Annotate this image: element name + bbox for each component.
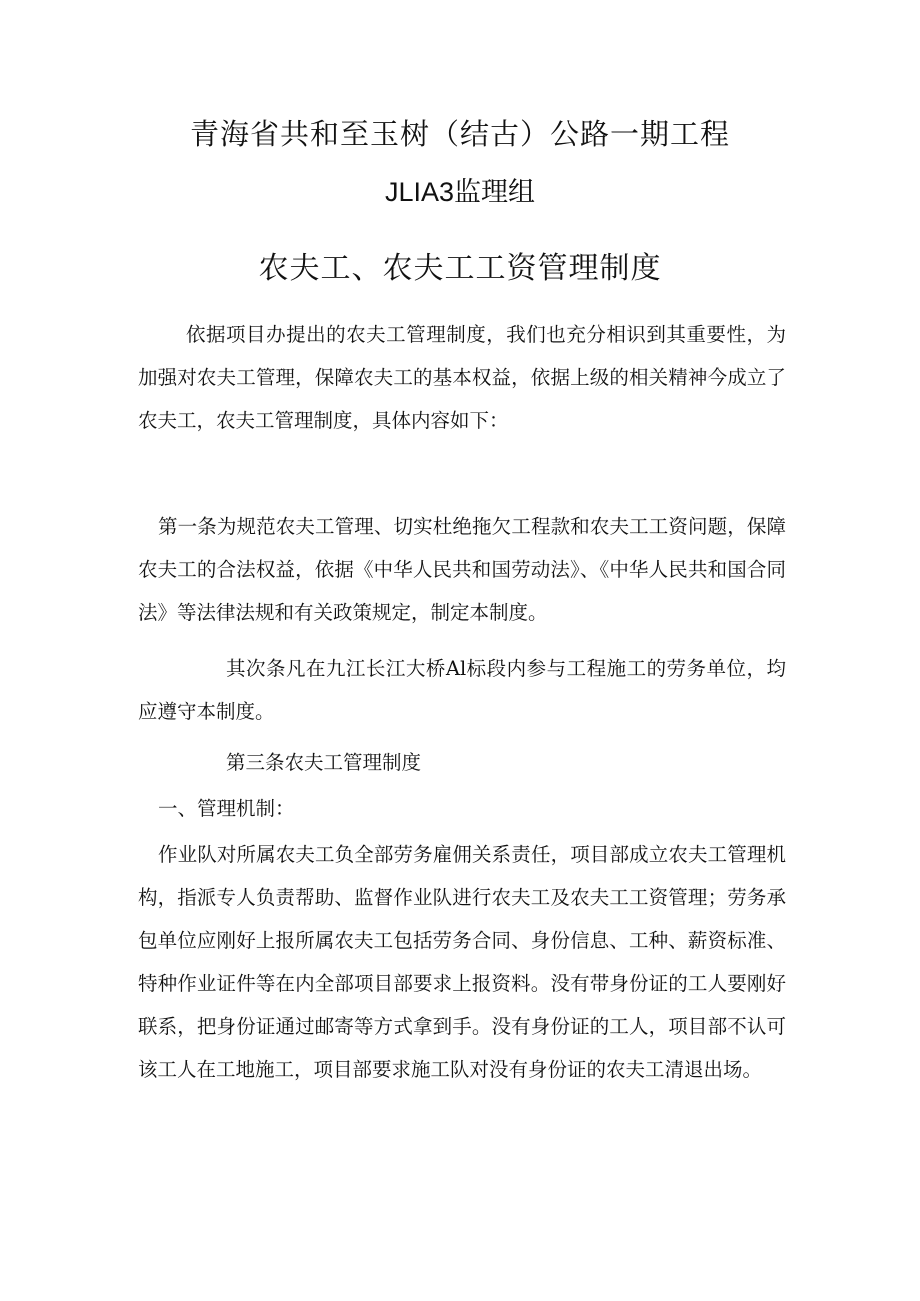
section-1-body-paragraph: 作业队对所属农夫工负全部劳务雇佣关系责任，项目部成立农夫工管理机构，指派专人负责帮助、监督作业队进行农夫工及农夫工工资管理；劳务承包单位应刚好上报所属农夫工包括劳务合同、身份信息、工种、薪资标准、特种作业证件等在内全部项目部要求上报资料。没有带身份证的工人要刚好联系，把身份证通过邮寄等方式拿到手。没有身份证的工人，项目部不认可该工人在工地施工，项目部要求施工队对没有身份证的农夫工清退出场。 <box>138 843 786 1081</box>
article-2-paragraph: 其次条凡在九江长江大桥Al标段内参与工程施工的劳务单位，均应遵守本制度。 <box>138 657 786 723</box>
group-code: JLIA3 <box>384 177 455 207</box>
article-1-paragraph: 第一条为规范农夫工管理、切实杜绝拖欠工程款和农夫工工资问题，保障农夫工的合法权益，依据《中华人民共和国劳动法》、《中华人民共和国合同法》等法律法规和有关政策规定，制定本制度。 <box>138 515 786 624</box>
section-1-heading: 一、管理机制： <box>158 797 295 820</box>
article-3-heading: 第三条农夫工管理制度 <box>226 751 422 774</box>
group-suffix: 监理组 <box>454 177 536 208</box>
document-title-project: 青海省共和至玉树（结古）公路一期工程 <box>189 117 730 151</box>
document-title-group <box>0 170 920 209</box>
intro-paragraph: 依据项目办提出的农夫工管理制度，我们也充分相识到其重要性，为加强对农夫工管理，保障农夫工的基本权益，依据上级的相关精神今成立了农夫工，农夫工管理制度，具体内容如下： <box>138 323 786 432</box>
document-title-main: 农夫工、农夫工工资管理制度 <box>258 251 662 286</box>
